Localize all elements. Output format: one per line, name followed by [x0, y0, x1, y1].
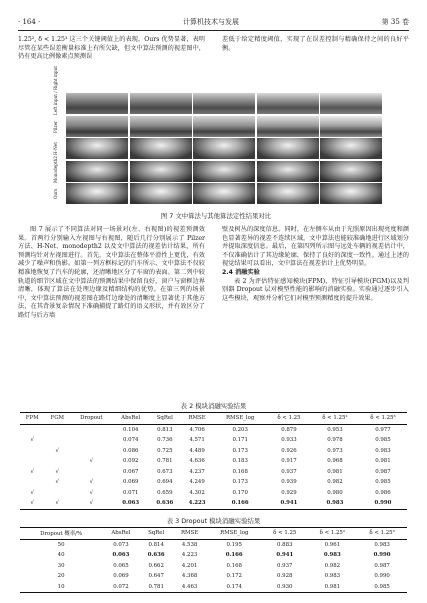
table-cell: 0.166 — [225, 552, 243, 559]
table-cell: 10 — [20, 582, 102, 593]
table-cell: 0.168 — [232, 468, 248, 475]
table-cell: 0.781 — [140, 582, 173, 593]
table-cell: 0.983 — [375, 447, 391, 454]
figure-thumbnail — [193, 161, 255, 182]
figure-thumbnail — [130, 138, 192, 159]
table-cell: 4.368 — [181, 573, 198, 580]
journal-name: 计算机技术与发展 — [182, 18, 239, 26]
table-row — [20, 550, 407, 561]
table3 — [20, 527, 407, 593]
table-cell: 20 — [57, 573, 65, 580]
table-cell: 0.636 — [147, 552, 165, 559]
table-cell: 0.636 — [149, 498, 181, 509]
table-cell: 0.170 — [232, 489, 248, 496]
table-cell: 0.981 — [308, 582, 358, 593]
table-cell — [70, 424, 113, 435]
table-cell: 0.814 — [148, 541, 164, 548]
table-cell: 0.987 — [375, 468, 391, 475]
figure-thumbnail — [320, 138, 382, 159]
table-cell: 4.302 — [189, 489, 205, 496]
table-header-cell: δ < 1.25² — [308, 528, 358, 540]
figure-thumbnail — [320, 183, 382, 204]
figure-thumbnail — [130, 161, 192, 182]
table-cell — [20, 424, 44, 435]
table-cell: √ — [55, 468, 59, 475]
table-row — [20, 424, 407, 435]
table-cell: √ — [89, 458, 94, 465]
table-cell: 4.201 — [181, 562, 198, 569]
figure-thumbnail — [66, 183, 128, 204]
table-row — [20, 561, 407, 572]
table-cell: 0.981 — [327, 468, 343, 475]
table-row — [20, 456, 407, 467]
table-cell: 0.071 — [123, 489, 139, 496]
table-cell: 0.203 — [232, 426, 248, 433]
table-cell: 0.183 — [232, 458, 248, 465]
figure-row-labels — [48, 66, 64, 207]
figure-caption: 图 7 文中算法与其他算法定性结果对比 — [160, 212, 272, 220]
table-header-cell: FGM — [44, 413, 70, 425]
table-cell: 0.985 — [375, 479, 391, 486]
figure-thumbnail — [320, 116, 382, 137]
figure-image-grid — [66, 93, 382, 204]
table-header-cell: δ < 1.25² — [311, 413, 359, 425]
table-cell: 0.063 — [113, 498, 149, 509]
table-cell: 4.237 — [189, 468, 205, 475]
table-cell: 0.978 — [327, 437, 343, 444]
table-cell: √ — [20, 498, 44, 509]
section-heading: 2.4 消融实验 — [222, 268, 260, 276]
table-cell: 0.173 — [232, 479, 248, 486]
table-cell: 0.086 — [123, 447, 139, 454]
table-cell: 0.673 — [157, 468, 173, 475]
table-cell — [70, 435, 113, 446]
table-cell: 0.953 — [327, 426, 343, 433]
table-cell: 0.968 — [327, 458, 343, 465]
table-cell: 0.736 — [157, 437, 173, 444]
table-cell: 0.074 — [123, 437, 139, 444]
figure-thumbnail — [66, 161, 128, 182]
figure-thumbnail — [130, 93, 192, 114]
row-label-ours: Ours — [53, 188, 58, 200]
table-cell: 4.489 — [189, 447, 205, 454]
table-cell: √ — [30, 489, 34, 496]
figure-thumbnail — [66, 116, 128, 137]
figure-thumbnail — [320, 161, 382, 182]
table-cell: 0.990 — [373, 552, 391, 559]
table-cell: 0.982 — [324, 562, 341, 569]
table-cell: 0.928 — [277, 573, 293, 580]
table-cell: 0.659 — [157, 489, 173, 496]
table-row — [20, 488, 407, 499]
table-cell — [44, 424, 70, 435]
table-cell: 0.069 — [123, 479, 139, 486]
table-cell: 0.168 — [226, 562, 242, 569]
figure-thumbnail — [130, 116, 192, 137]
table-header-cell: SqRel — [149, 413, 181, 425]
table-cell: 0.983 — [374, 541, 390, 548]
table-cell: 0.939 — [281, 479, 297, 486]
table-cell: 0.980 — [327, 489, 343, 496]
figure-thumbnail — [193, 138, 255, 159]
table-cell — [44, 488, 70, 499]
table-cell: 0.990 — [374, 573, 390, 580]
table-cell: 0.973 — [327, 447, 343, 454]
table-header-cell: δ < 1.25 — [267, 413, 311, 425]
table-cell: 0.961 — [324, 541, 341, 548]
row-label-hnet: H-Net — [53, 142, 58, 156]
table-cell: 0.069 — [113, 573, 129, 580]
figure-thumbnail — [257, 116, 319, 137]
figure-thumbnail — [193, 183, 255, 204]
table-cell: 0.072 — [102, 582, 139, 593]
table-cell: 0.981 — [375, 458, 391, 465]
table-cell: 0.092 — [123, 458, 139, 465]
figure-thumbnail — [257, 138, 319, 159]
table-cell: 0.977 — [375, 426, 391, 433]
table-cell: 0.172 — [226, 573, 242, 580]
table-row — [20, 582, 407, 593]
table-cell: 0.985 — [357, 582, 407, 593]
table-cell: 50 — [57, 541, 65, 548]
figure-thumbnail — [130, 183, 192, 204]
table-cell: 0.879 — [281, 426, 297, 433]
table-header-cell: RMSE_log — [206, 528, 262, 540]
table-cell: 4.706 — [189, 426, 205, 433]
table-cell: 30 — [57, 562, 65, 569]
figure-thumbnail — [66, 138, 128, 159]
table-cell: 4.463 — [173, 582, 207, 593]
table-header-cell: δ < 1.25³ — [359, 413, 407, 425]
table-cell: 0.937 — [277, 562, 293, 569]
table-row — [20, 498, 407, 509]
table-cell: √ — [44, 498, 70, 509]
table-row — [20, 467, 407, 478]
table-header-cell: δ < 1.25³ — [357, 528, 407, 540]
table-cell: 0.063 — [112, 552, 130, 559]
table-cell — [70, 467, 113, 478]
table-cell: 0.926 — [281, 447, 297, 454]
table-cell: 0.941 — [267, 498, 311, 509]
table-cell: 0.883 — [277, 541, 293, 548]
table-cell: 0.933 — [281, 437, 297, 444]
table-cell: √ — [30, 437, 34, 444]
table-cell: 40 — [57, 552, 65, 559]
table-cell: √ — [70, 498, 113, 509]
table-header-cell: FPM — [20, 413, 44, 425]
table-cell: 0.662 — [148, 562, 164, 569]
table-cell: 0.104 — [123, 426, 139, 433]
table-cell: 0.173 — [232, 447, 248, 454]
table-cell: 4.223 — [181, 498, 214, 509]
table-cell: 0.171 — [232, 437, 248, 444]
table-cell — [44, 435, 70, 446]
table-cell: 0.647 — [148, 573, 164, 580]
table-cell: √ — [89, 479, 94, 486]
table-header-cell: AbsRel — [102, 528, 139, 540]
table-header-cell: δ < 1.25 — [262, 528, 307, 540]
top-right-paragraph: 差低于给定精度阈值，实现了在误差控制与精确保持之间的良好平衡。 — [222, 36, 409, 52]
table-header-cell: SqRel — [140, 528, 173, 540]
table-cell: 4.636 — [189, 458, 205, 465]
table-cell: 0.813 — [157, 426, 173, 433]
table-cell: 0.983 — [311, 498, 359, 509]
table-cell: 0.982 — [327, 479, 343, 486]
table-row — [20, 571, 407, 582]
table-cell: √ — [55, 479, 59, 486]
table-cell: 0.929 — [281, 489, 297, 496]
table-cell — [20, 456, 44, 467]
figure-thumbnail — [257, 161, 319, 182]
table-cell: 4.571 — [189, 437, 205, 444]
table-cell: 0.917 — [281, 458, 297, 465]
row-label-pilzer: Pilzer — [53, 120, 58, 133]
table-cell: 4.249 — [189, 479, 205, 486]
table-cell: 0.930 — [262, 582, 307, 593]
table-cell: 0.941 — [276, 552, 294, 559]
table-cell: 0.937 — [281, 468, 297, 475]
table-cell: √ — [55, 447, 59, 454]
row-label-inputs: Left input / Right input — [53, 66, 58, 115]
table-cell: 0.065 — [113, 562, 129, 569]
table-header-cell: Dropout 概率/% — [20, 528, 102, 540]
table-cell — [20, 446, 44, 457]
table-cell — [20, 477, 44, 488]
header-rule — [18, 30, 409, 31]
table-cell: 0.694 — [157, 479, 173, 486]
table-cell — [70, 446, 113, 457]
table-cell: 0.987 — [374, 562, 390, 569]
table-cell: 0.067 — [123, 468, 139, 475]
table-header-cell: RMSE — [173, 528, 207, 540]
table-header-cell: AbsRel — [113, 413, 149, 425]
figure-thumbnail — [257, 93, 319, 114]
table-row — [20, 435, 407, 446]
body-right: 壁及树丛的深度信息。同时，在左侧车从由于光照原因出现亮度和颜色显著差异的视差不连续区域，文中算法也能较准确地进行区域划分并提取深度信息。最后，在第四列所示图与远处车辆的视差估计中，不仅准确估计了其边缘轮廓，保持了良好的深度一致性。通过上述的视觉结果可以看出，文中算法在视差估计上优势明显。 2.4 消融实验 表 2 为评估特征感知模块(FPM)、特征引导模块(FGM)以及判别器 Dropout 层对模型性能的影响的消融实验。实验通过逐步引入这些模块，观察并分析它们对模型预测精度的提升效果。 — [222, 226, 409, 302]
figure-thumbnail — [193, 116, 255, 137]
page-number: · 164 · — [18, 18, 41, 26]
table-cell: √ — [30, 468, 34, 475]
table-row — [20, 539, 407, 550]
table-cell: 0.781 — [157, 458, 173, 465]
table-cell: 4.223 — [181, 552, 198, 559]
table-cell — [44, 456, 70, 467]
table-cell: 0.166 — [213, 498, 267, 509]
table-header-cell: Dropout — [70, 413, 113, 425]
running-header — [18, 16, 409, 28]
body-left-paragraph: 图 7 展示了不同算法对同一场景对(左、右视图)的视差预测效果。首两行分别输入左视图与右视图，随后几行分别展示了 Pilzer 方法、H-Net、monodepth2 以及文中算法的视差估计结果，所有预测均针对左视图进行。首先，文中算法在整体平滑性上更优，有效减少了噪声和伪影。如第一列方框标记的汽车所示，文中算法不仅较精准地恢复了汽车的轮廓，还清晰地区分了车窗的表面。第二列中较轨道的细节区域在文中算法的预测结果中保留良好，窗户与窗框边界清晰，体现了算法在处理边缘及精细结构的优势。在第三列的场景中，文中算法预测的视差图在路灯边缘处的清晰度上显著优于其他方法，在其背景复杂情况下准确捕捉了路灯的语义形状，并有效区分了路灯与后方墙 — [18, 226, 205, 319]
table-header-cell: RMSE_log — [213, 413, 267, 425]
figure-thumbnail — [257, 183, 319, 204]
volume-label: 第 35 卷 — [381, 18, 409, 26]
table-cell: 0.174 — [206, 582, 262, 593]
table-cell: 0.983 — [324, 573, 341, 580]
table-cell: 0.195 — [226, 541, 242, 548]
table-cell: 0.990 — [359, 498, 407, 509]
table-row — [20, 477, 407, 488]
table-cell: 0.073 — [113, 541, 129, 548]
table-header-cell: RMSE — [181, 413, 214, 425]
table-cell: 0.986 — [375, 489, 391, 496]
table-row — [20, 446, 407, 457]
figure-thumbnail — [320, 93, 382, 114]
table-cell: 0.725 — [157, 447, 173, 454]
table-cell: 0.985 — [375, 437, 391, 444]
figure-thumbnail — [66, 93, 128, 114]
figure-7 — [48, 66, 384, 220]
row-label-monodepth2: Monodepth2 — [53, 155, 58, 183]
table-cell: √ — [89, 489, 94, 496]
table-cell: 0.983 — [323, 552, 341, 559]
table3-caption: 表 3 Dropout 模块消融实验结果 — [166, 517, 261, 525]
top-left-paragraph: 1.25², δ < 1.25³ 这三个关键阈值上的表现，Ours 优势显著，表明尽管在某些误差衡量标准上有所欠缺，但文中算法预测的视差图中，仍有更高比例像素点预测误 — [18, 36, 205, 61]
table2-caption: 表 2 模块消融实验结果 — [180, 402, 247, 410]
table2 — [20, 412, 407, 510]
figure-thumbnail — [193, 93, 255, 114]
table-cell: 4.538 — [181, 541, 198, 548]
